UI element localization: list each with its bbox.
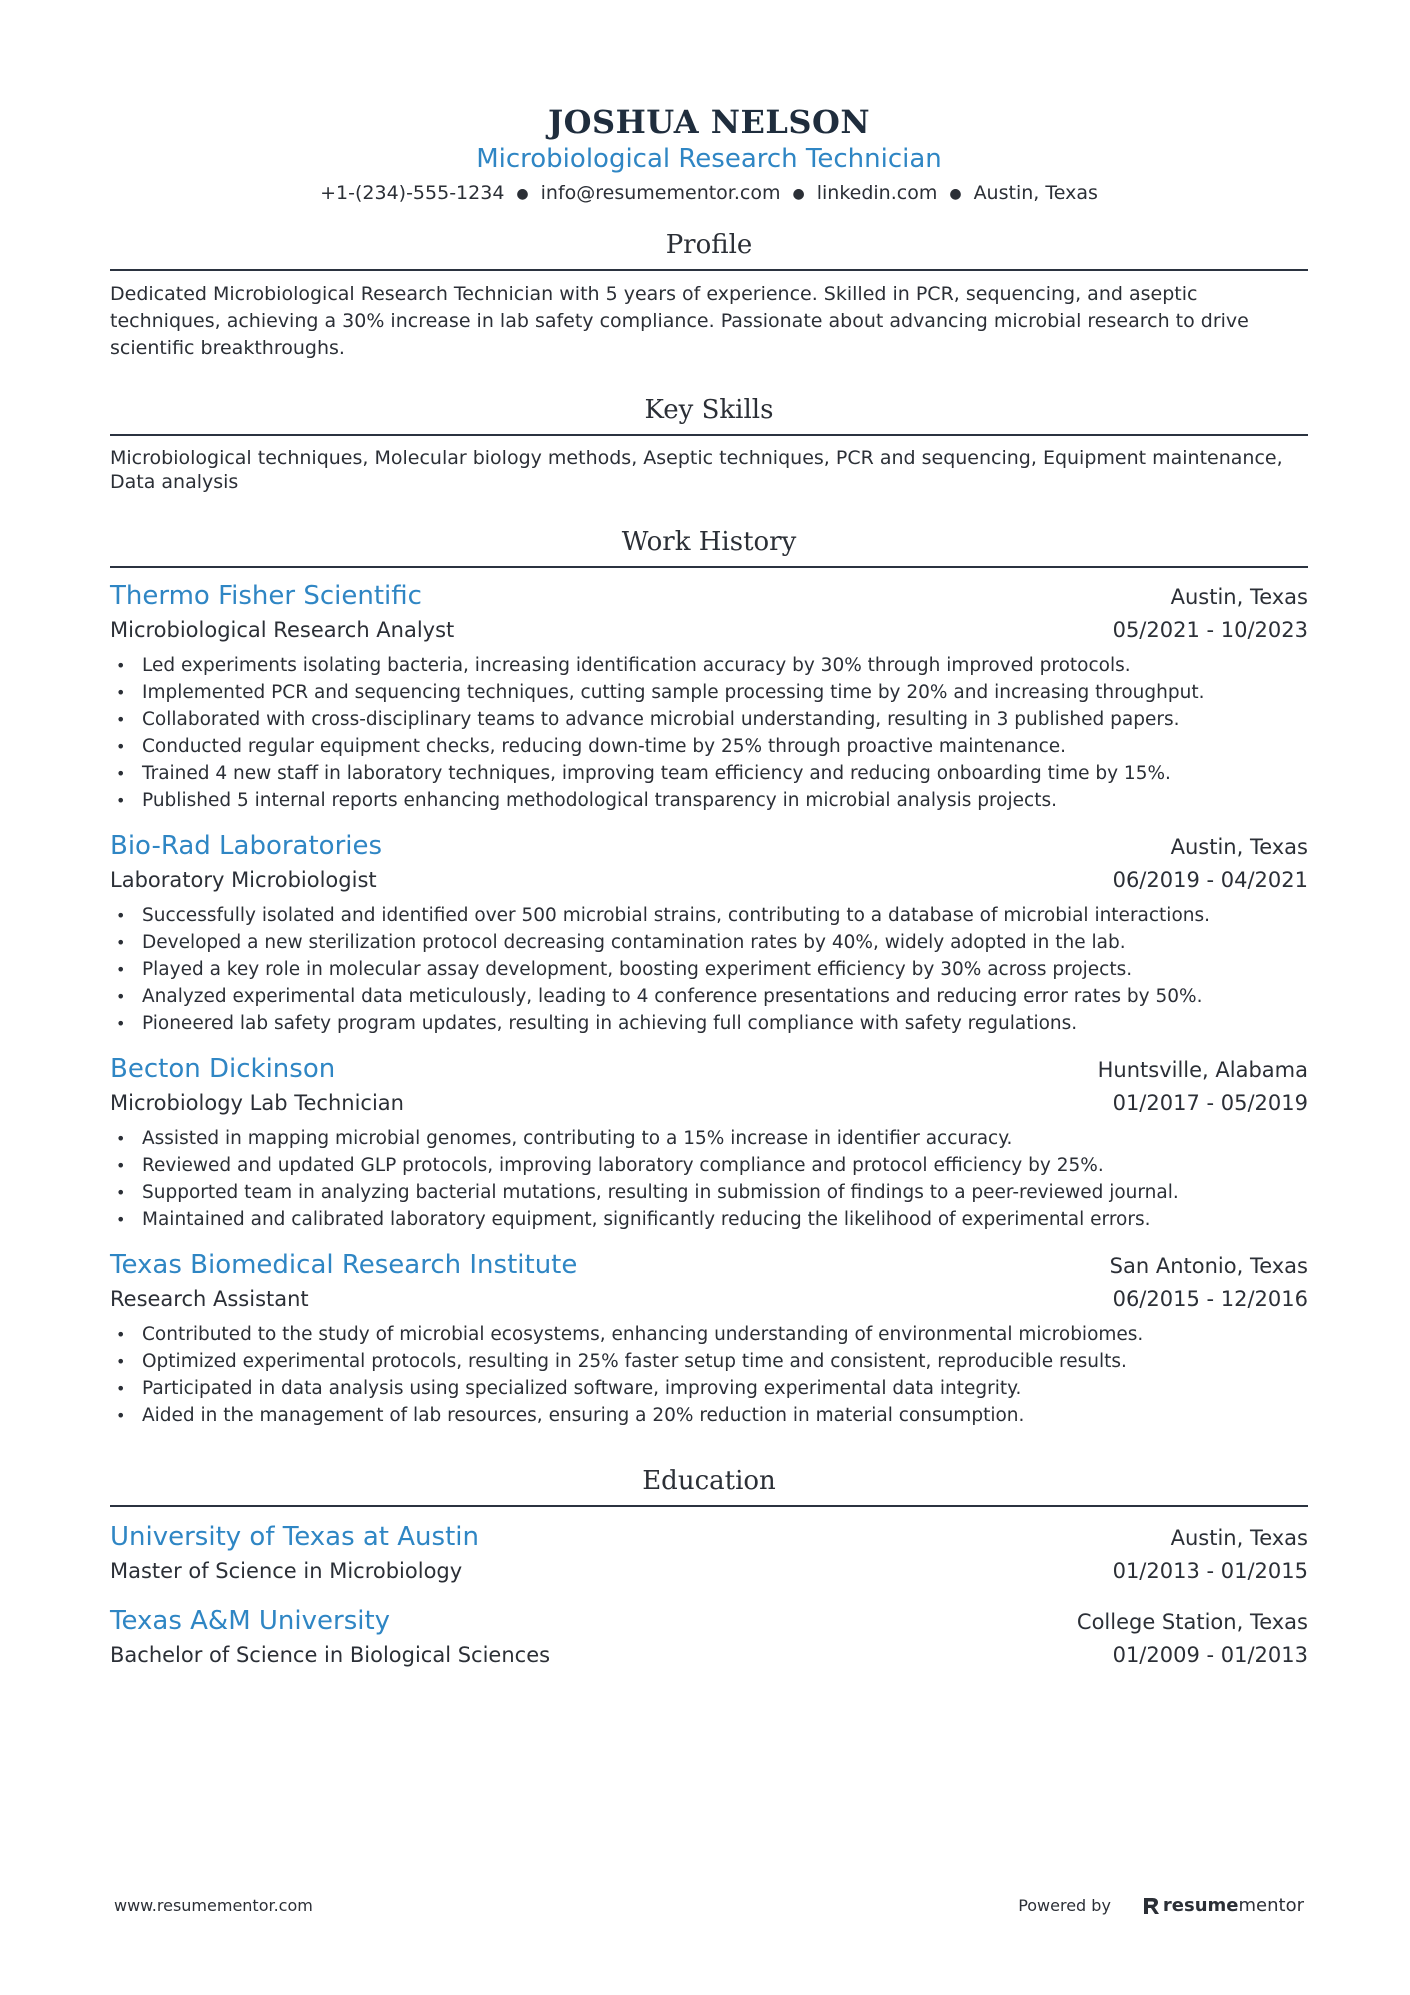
school-location: College Station, Texas xyxy=(1076,1609,1308,1634)
resume-page xyxy=(110,0,1308,1671)
section-heading-work: Work History xyxy=(110,524,1308,568)
profile-section xyxy=(110,227,1308,362)
job-bullet: • Participated in data analysis using specialized software, improving experimental data integrity. xyxy=(110,1375,1308,1402)
job-bullets xyxy=(110,652,1308,814)
job-bullet: • Analyzed experimental data meticulously, leading to 4 conference presentations and reducing error rates by 50%. xyxy=(110,983,1308,1010)
section-heading-skills: Key Skills xyxy=(110,392,1308,436)
job-location: Austin, Texas xyxy=(1170,584,1308,609)
job-bullet: • Led experiments isolating bacteria, increasing identification accuracy by 30% through improved protocols. xyxy=(110,652,1308,679)
job-role: Microbiology Lab Technician xyxy=(110,1090,404,1115)
job-dates: 06/2019 - 04/2021 xyxy=(1112,867,1308,892)
job-entry xyxy=(110,1051,1308,1233)
job-location: Austin, Texas xyxy=(1170,834,1308,859)
education-dates: 01/2013 - 01/2015 xyxy=(1112,1558,1308,1583)
brand-name-light: mentor xyxy=(1238,1895,1304,1916)
job-bullet: • Optimized experimental protocols, resulting in 25% faster setup time and consistent, reproducible results. xyxy=(110,1348,1308,1375)
work-history-section xyxy=(110,524,1308,1429)
job-bullet: • Collaborated with cross-disciplinary teams to advance microbial understanding, resulting in 3 published papers. xyxy=(110,706,1308,733)
job-bullet: • Assisted in mapping microbial genomes, contributing to a 15% increase in identifier accuracy. xyxy=(110,1125,1308,1152)
contact-line xyxy=(110,178,1308,209)
job-bullet: • Pioneered lab safety program updates, resulting in achieving full compliance with safety regulations. xyxy=(110,1010,1308,1037)
job-entry xyxy=(110,828,1308,1037)
separator-dot-icon: ● xyxy=(949,185,962,202)
degree: Bachelor of Science in Biological Sciences xyxy=(110,1642,551,1667)
education-entry xyxy=(110,1519,1308,1587)
brand-name-bold: resume xyxy=(1162,1895,1239,1916)
school-location: Austin, Texas xyxy=(1170,1525,1308,1550)
education-entry xyxy=(110,1603,1308,1671)
job-bullets xyxy=(110,1321,1308,1429)
education-section xyxy=(110,1463,1308,1671)
job-bullet: • Maintained and calibrated laboratory equipment, significantly reducing the likelihood of experimental errors. xyxy=(110,1206,1308,1233)
contact-phone: +1-(234)-555-1234 xyxy=(320,182,505,204)
company-name: Texas Biomedical Research Institute xyxy=(110,1249,578,1280)
job-location: Huntsville, Alabama xyxy=(1097,1057,1308,1082)
job-dates: 06/2015 - 12/2016 xyxy=(1112,1286,1308,1311)
company-name: Becton Dickinson xyxy=(110,1053,336,1084)
brand-logo[interactable] xyxy=(1141,1895,1304,1916)
job-location: San Antonio, Texas xyxy=(1109,1253,1308,1278)
job-bullet: • Played a key role in molecular assay development, boosting experiment efficiency by 30% across projects. xyxy=(110,956,1308,983)
degree: Master of Science in Microbiology xyxy=(110,1558,463,1583)
resume-header xyxy=(110,0,1308,209)
job-bullet: • Trained 4 new staff in laboratory techniques, improving team efficiency and reducing onboarding time by 15%. xyxy=(110,760,1308,787)
job-bullet: • Implemented PCR and sequencing techniques, cutting sample processing time by 20% and increasing throughput. xyxy=(110,679,1308,706)
separator-dot-icon: ● xyxy=(516,185,529,202)
job-bullet: • Reviewed and updated GLP protocols, improving laboratory compliance and protocol efficiency by 25%. xyxy=(110,1152,1308,1179)
resumementor-logo-icon xyxy=(1141,1896,1159,1916)
section-heading-profile: Profile xyxy=(110,227,1308,271)
job-role: Microbiological Research Analyst xyxy=(110,617,455,642)
skills-text: Microbiological techniques, Molecular biology methods, Aseptic techniques, PCR and sequencing, Equipment maintenance, Data analysis xyxy=(110,446,1283,493)
contact-linkedin[interactable]: linkedin.com xyxy=(816,182,938,204)
page-footer xyxy=(114,1895,1304,1916)
powered-by-label: Powered by xyxy=(1018,1896,1111,1915)
education-dates: 01/2009 - 01/2013 xyxy=(1112,1642,1308,1667)
candidate-title: Microbiological Research Technician xyxy=(476,144,942,174)
school-name: Texas A&M University xyxy=(110,1605,391,1636)
school-name: University of Texas at Austin xyxy=(110,1521,479,1552)
separator-dot-icon: ● xyxy=(792,185,805,202)
contact-email[interactable]: info@resumementor.com xyxy=(540,182,781,204)
job-entry xyxy=(110,1247,1308,1429)
job-entry xyxy=(110,578,1308,814)
section-heading-education: Education xyxy=(110,1463,1308,1507)
job-bullet: • Developed a new sterilization protocol decreasing contamination rates by 40%, widely adopted in the lab. xyxy=(110,929,1308,956)
job-dates: 05/2021 - 10/2023 xyxy=(1112,617,1308,642)
job-bullet: • Contributed to the study of microbial ecosystems, enhancing understanding of environmental microbiomes. xyxy=(110,1321,1308,1348)
job-bullets xyxy=(110,1125,1308,1233)
contact-location: Austin, Texas xyxy=(973,182,1098,204)
job-dates: 01/2017 - 05/2019 xyxy=(1112,1090,1308,1115)
job-role: Research Assistant xyxy=(110,1286,309,1311)
skills-section xyxy=(110,392,1308,494)
job-bullets xyxy=(110,902,1308,1037)
job-bullet: • Published 5 internal reports enhancing methodological transparency in microbial analysis projects. xyxy=(110,787,1308,814)
profile-text: Dedicated Microbiological Research Technician with 5 years of experience. Skilled in PCR, sequencing, and aseptic techniques, achieving a 30% increase in lab safety compliance. Passionate about advancing microbial research to drive scientific breakthroughs. xyxy=(110,282,1249,359)
job-bullet: • Successfully isolated and identified over 500 microbial strains, contributing to a database of microbial interactions. xyxy=(110,902,1308,929)
candidate-name: JOSHUA NELSON xyxy=(547,103,871,141)
company-name: Bio-Rad Laboratories xyxy=(110,830,383,861)
company-name: Thermo Fisher Scientific xyxy=(110,580,422,611)
job-role: Laboratory Microbiologist xyxy=(110,867,377,892)
job-bullet: • Conducted regular equipment checks, reducing down-time by 25% through proactive maintenance. xyxy=(110,733,1308,760)
footer-website[interactable]: www.resumementor.com xyxy=(114,1896,313,1915)
job-bullet: • Supported team in analyzing bacterial mutations, resulting in submission of findings to a peer-reviewed journal. xyxy=(110,1179,1308,1206)
job-bullet: • Aided in the management of lab resources, ensuring a 20% reduction in material consumption. xyxy=(110,1402,1308,1429)
powered-by xyxy=(1018,1895,1304,1916)
